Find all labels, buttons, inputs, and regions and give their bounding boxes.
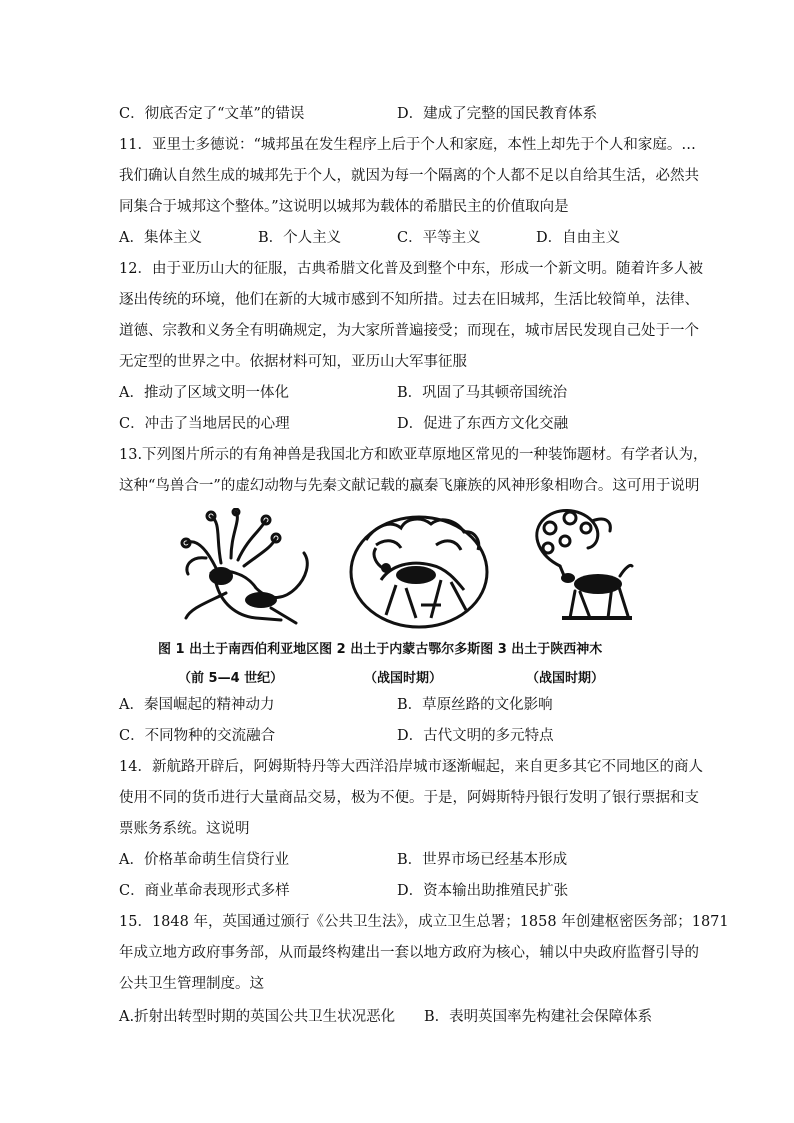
q11-option-b[interactable]: B．个人主义 <box>258 230 342 246</box>
q12-option-c[interactable]: C．冲击了当地居民的心理 <box>119 416 290 432</box>
q11-option-a[interactable]: A．集体主义 <box>119 230 202 246</box>
q14-stem-line: 14．新航路开辟后，阿姆斯特丹等大西洋沿岸城市逐渐崛起，来自更多其它不同地区的商人 <box>119 759 703 775</box>
q13-option-d[interactable]: D．古代文明的多元特点 <box>397 728 554 744</box>
q13-stem-line: 13.下列图片所示的有角神兽是我国北方和欧亚草原地区常见的一种装饰题材。有学者认为， <box>119 447 708 463</box>
q12-stem-line: 12．由于亚历山大的征服，古典希腊文化普及到整个中东，形成一个新文明。随着许多人被 <box>119 261 703 277</box>
q13-option-b[interactable]: B．草原丝路的文化影响 <box>397 697 553 713</box>
q15-stem-line: 公共卫生管理制度。这 <box>119 976 264 992</box>
q13-option-a[interactable]: A．秦国崛起的精神动力 <box>119 697 275 713</box>
q14-option-b[interactable]: B．世界市场已经基本形成 <box>397 852 568 868</box>
q12-stem-line: 道德、宗教和义务全有明确规定，为大家所普遍接受；而现在，城市居民发现自己处于一个 <box>119 323 699 339</box>
q15-option-a[interactable]: A.折射出转型时期的英国公共卫生状况恶化 <box>119 1009 396 1025</box>
q12-stem-line: 逐出传统的环境，他们在新的大城市感到不知所措。过去在旧城邦，生活比较简单，法律、 <box>119 292 699 308</box>
q11-stem-line: 我们确认自然生成的城邦先于个人，就因为每一个隔离的个人都不足以自给其生活，必然共 <box>119 168 699 184</box>
q12-stem-line: 无定型的世界之中。依据材料可知，亚历山大军事征服 <box>119 354 467 370</box>
figure-1-period: （前 5—4 世纪） <box>178 671 284 686</box>
q11-option-d[interactable]: D．自由主义 <box>536 230 621 246</box>
q14-stem-line: 使用不同的货币进行大量商品交易，极为不便。于是，阿姆斯特丹银行发明了银行票据和支 <box>119 790 699 806</box>
q12-option-b[interactable]: B．巩固了马其顿帝国统治 <box>397 385 568 401</box>
q14-option-d[interactable]: D．资本输出助推殖民扩张 <box>397 883 569 899</box>
q12-option-a[interactable]: A．推动了区域文明一体化 <box>119 385 289 401</box>
q14-option-a[interactable]: A．价格革命萌生信贷行业 <box>119 852 289 868</box>
figure-3-antlered-deer <box>520 506 635 626</box>
q11-stem-line: 同集合于城邦这个整体。”这说明以城邦为载体的希腊民主的价值取向是 <box>119 199 569 215</box>
figure-2-period: （战国时期） <box>364 671 443 686</box>
q15-option-b[interactable]: B．表明英国率先构建社会保障体系 <box>424 1009 653 1025</box>
q11-stem-line: 11．亚里士多德说：“城邦虽在发生程序上后于个人和家庭，本性上却先于个人和家庭。… <box>119 137 696 153</box>
figure-3-period: （战国时期） <box>526 671 605 686</box>
q11-option-c[interactable]: C．平等主义 <box>397 230 481 246</box>
q13-option-c[interactable]: C．不同物种的交流融合 <box>119 728 276 744</box>
figure-1-horned-beast <box>176 508 326 628</box>
q14-stem-line: 票账务系统。这说明 <box>119 821 250 837</box>
q10-option-c[interactable]: C．彻底否定了“文革”的错误 <box>119 106 305 122</box>
q13-stem-line: 这种“鸟兽合一”的虚幻动物与先秦文献记载的嬴秦飞廉族的风神形象相吻合。这可用于说明 <box>119 478 700 494</box>
q15-stem-line: 15．1848 年，英国通过颁行《公共卫生法》，成立卫生总署；1858 年创建枢密医务部；1871 <box>119 914 729 930</box>
q15-stem-line: 年成立地方政府事务部，从而最终构建出一套以地方政府为核心，辅以中央政府监督引导的 <box>119 945 699 961</box>
q12-option-d[interactable]: D．促进了东西方文化交融 <box>397 416 569 432</box>
q14-option-c[interactable]: C．商业革命表现形式多样 <box>119 883 290 899</box>
figure-2-round-plaque <box>346 510 492 630</box>
q10-option-d[interactable]: D．建成了完整的国民教育体系 <box>397 106 598 122</box>
figure-caption-line: 图 1 出土于南西伯利亚地区图 2 出土于内蒙古鄂尔多斯图 3 出土于陕西神木 <box>158 642 603 657</box>
